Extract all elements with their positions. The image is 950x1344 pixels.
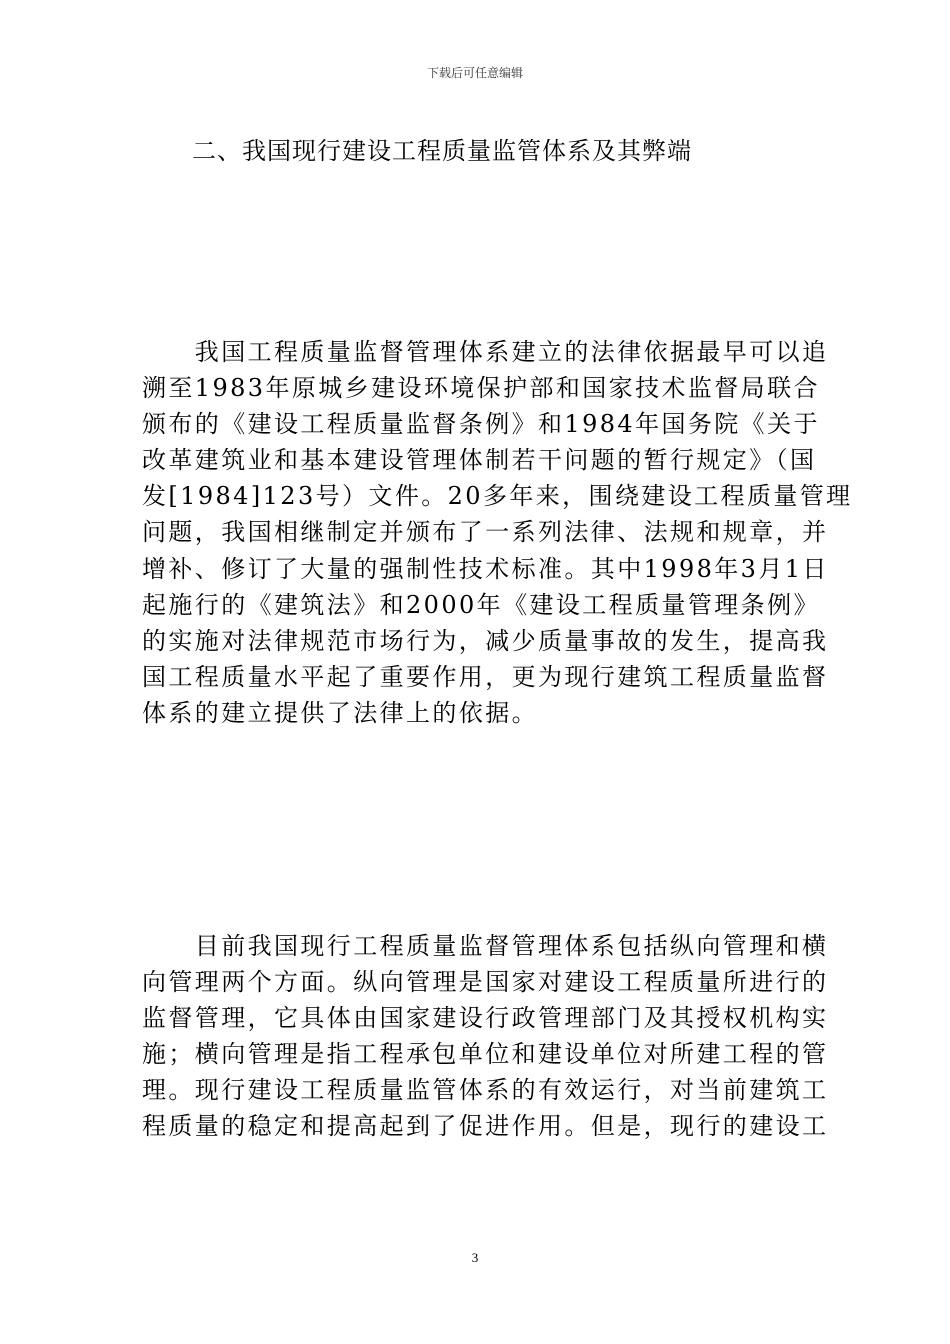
paragraph-line: 问题，我国相继制定并颁布了一系列法律、法规和规章，并 — [142, 518, 829, 547]
paragraph-legal-basis — [142, 334, 853, 731]
paragraph-line: 发[1984]123号）文件。20多年来，围绕建设工程质量管理 — [142, 482, 853, 511]
paragraph-line: 增补、修订了大量的强制性技术标准。其中1998年3月1日 — [142, 554, 829, 583]
paragraph-line: 施；横向管理是指工程承包单位和建设单位对所建工程的管 — [142, 1040, 829, 1069]
paragraph-line: 理。现行建设工程质量监管体系的有效运行，对当前建筑工 — [142, 1076, 829, 1105]
paragraph-line: 国工程质量水平起了重要作用，更为现行建筑工程质量监督 — [142, 662, 829, 691]
paragraph-line: 程质量的稳定和提高起到了促进作用。但是，现行的建设工 — [142, 1112, 829, 1141]
paragraph-line: 我国工程质量监督管理体系建立的法律依据最早可以追 — [142, 338, 829, 366]
paragraph-line: 向管理两个方面。纵向管理是国家对建设工程质量所进行的 — [142, 968, 829, 997]
paragraph-line: 改革建筑业和基本建设管理体制若干问题的暂行规定》（国 — [142, 446, 817, 475]
paragraph-line: 起施行的《建筑法》和2000年《建设工程质量管理条例》 — [142, 590, 820, 619]
section-heading: 二、我国现行建设工程质量监管体系及其弊端 — [192, 137, 692, 165]
paragraph-line: 监督管理，它具体由国家建设行政管理部门及其授权机构实 — [142, 1004, 829, 1033]
paragraph-line: 的实施对法律规范市场行为，减少质量事故的发生，提高我 — [142, 626, 829, 655]
header-note: 下载后可任意编辑 — [426, 66, 523, 80]
paragraph-line: 颁布的《建设工程质量监督条例》和1984年国务院《关于 — [142, 410, 820, 439]
paragraph-line: 溯至1983年原城乡建设环境保护部和国家技术监督局联合 — [142, 374, 820, 403]
paragraph-line: 目前我国现行工程质量监督管理体系包括纵向管理和横 — [142, 932, 829, 960]
page-number: 3 — [471, 1250, 479, 1265]
paragraph-line: 体系的建立提供了法律上的依据。 — [142, 698, 538, 727]
paragraph-current-system — [142, 928, 829, 1145]
